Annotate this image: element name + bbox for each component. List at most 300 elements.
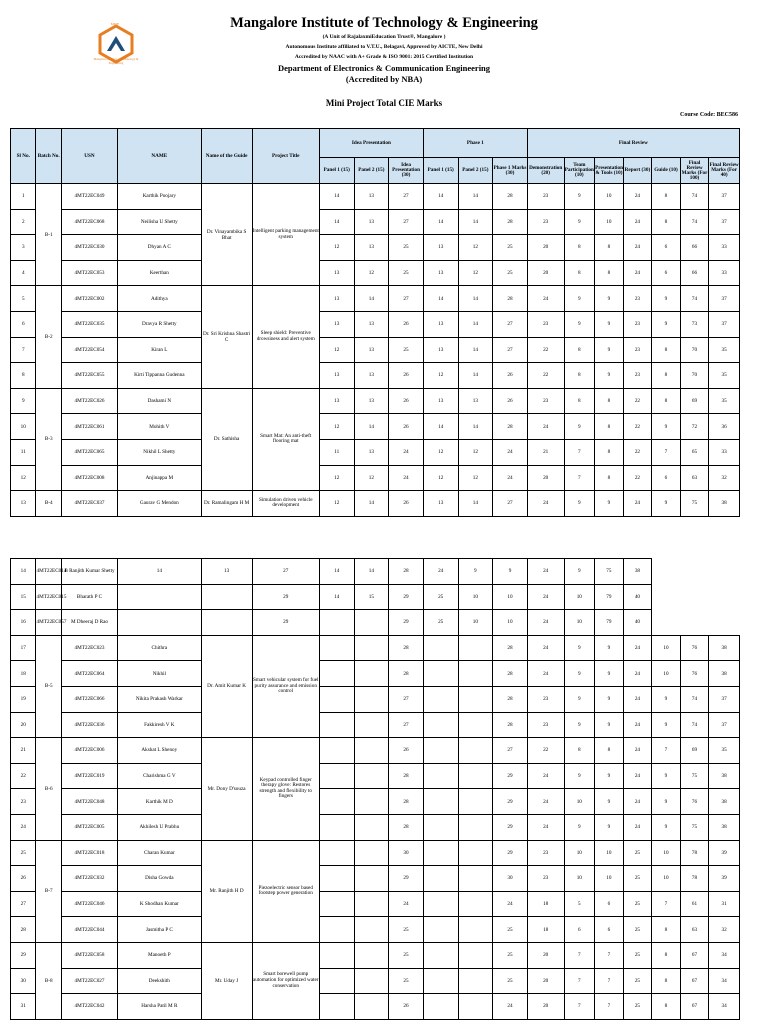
table-row (11, 439, 740, 465)
sl-no-cell: 26 (11, 866, 36, 892)
student-name-cell: Dravya R Shetty (118, 311, 202, 337)
table-row (11, 891, 740, 917)
table-row (11, 712, 740, 738)
sl-no-cell: 29 (11, 942, 36, 968)
mark-cell: 24 (527, 763, 564, 789)
usn-cell: 4MT22EC053 (61, 260, 117, 286)
mark-cell: 24 (623, 661, 652, 687)
table-row (11, 414, 740, 440)
mark-cell: 26 (493, 388, 528, 414)
student-name-cell: Disha Gowda (118, 866, 202, 892)
mark-cell: 23 (623, 337, 652, 363)
mark-cell (423, 635, 458, 661)
mark-cell: 9 (652, 414, 681, 440)
mark-cell (458, 814, 493, 840)
mark-cell: 9 (458, 559, 493, 585)
mark-cell (354, 994, 389, 1020)
mark-cell: 24 (623, 712, 652, 738)
mark-cell: 14 (458, 414, 493, 440)
mark-cell (319, 635, 354, 661)
mark-cell: 28 (389, 814, 424, 840)
mark-cell: 9 (595, 661, 624, 687)
mark-cell (319, 942, 354, 968)
mark-cell: 8 (595, 738, 624, 764)
col-header-name: NAME (118, 129, 202, 184)
sl-no-cell: 6 (11, 311, 36, 337)
mark-cell: 28 (493, 184, 528, 210)
mark-cell: 10 (595, 840, 624, 866)
mark-cell: 23 (527, 840, 564, 866)
batch-cell: B-7 (36, 840, 61, 942)
mark-cell: 5 (564, 891, 595, 917)
mark-cell: 26 (493, 363, 528, 389)
student-name-cell: Keerthan (118, 260, 202, 286)
mark-cell (423, 866, 458, 892)
mark-cell: 75 (680, 491, 709, 517)
mark-cell: 13 (319, 286, 354, 312)
mark-cell: 67 (680, 968, 709, 994)
mark-cell: 26 (389, 491, 424, 517)
guide-cell: Dr. Ramalingam H M (201, 491, 252, 517)
mark-cell: 20 (527, 968, 564, 994)
usn-cell: 4MT22EC044 (61, 917, 117, 943)
mark-cell: 38 (623, 559, 652, 585)
student-name-cell: Kiran L (118, 337, 202, 363)
mark-cell: 67 (680, 942, 709, 968)
mark-cell: 38 (709, 491, 740, 517)
student-name-cell: B Ranjith Kumar Shetty (61, 559, 117, 585)
mark-cell: 13 (319, 388, 354, 414)
project-title-cell: Keypad controlled finger therapy glove: Restores strength and flexibility to fingers (252, 738, 319, 840)
mark-cell: 7 (564, 439, 595, 465)
mark-cell: 8 (595, 235, 624, 261)
batch-cell: B-2 (36, 286, 61, 388)
project-title-cell: Simulation driven vehicle development (252, 491, 319, 517)
usn-cell: 4MT22EC030 (61, 235, 117, 261)
student-name-cell: Charan Kumar (118, 840, 202, 866)
mark-cell: 32 (709, 917, 740, 943)
mark-cell: 23 (527, 184, 564, 210)
table-row (11, 968, 740, 994)
mark-cell: 34 (709, 942, 740, 968)
mark-cell: 25 (493, 942, 528, 968)
mark-cell: 24 (527, 610, 564, 636)
mark-cell: 7 (564, 942, 595, 968)
accreditation-line: Accredited by NAAC with A+ Grade & ISO 9001: 2015 Certified Institution (294, 54, 474, 60)
mark-cell: 12 (458, 235, 493, 261)
mark-cell: 37 (709, 209, 740, 235)
sl-no-cell: 19 (11, 686, 36, 712)
sl-no-cell: 4 (11, 260, 36, 286)
mark-cell (423, 968, 458, 994)
mark-cell: 76 (680, 661, 709, 687)
mark-cell: 9 (564, 814, 595, 840)
mark-cell: 75 (680, 814, 709, 840)
usn-cell: 4MT22EC006 (61, 738, 117, 764)
guide-cell: Dr. Sathisha (201, 388, 252, 490)
mark-cell: 38 (709, 789, 740, 815)
mark-cell: 22 (623, 465, 652, 491)
mark-cell: 14 (423, 414, 458, 440)
mark-cell: 29 (389, 610, 424, 636)
col-header-demonstration: Demonstration (20) (527, 158, 564, 184)
project-title-cell: Sleep shield: Preventive drowsiness and alert system (252, 286, 319, 388)
table-row (11, 209, 740, 235)
mark-cell: 18 (527, 891, 564, 917)
project-title-cell: Smart vehicular system for fuel purity assurance and emission control (252, 635, 319, 737)
usn-cell: 4MT22EC046 (61, 891, 117, 917)
mark-cell: 23 (623, 363, 652, 389)
logo-text: MITE (110, 22, 120, 26)
mark-cell: 12 (319, 414, 354, 440)
mark-cell: 13 (423, 260, 458, 286)
mark-cell: 25 (423, 584, 458, 610)
mark-cell: 29 (493, 763, 528, 789)
mark-cell: 10 (458, 610, 493, 636)
mark-cell: 8 (595, 388, 624, 414)
mark-cell (423, 712, 458, 738)
sl-no-cell: 2 (11, 209, 36, 235)
mark-cell (458, 994, 493, 1020)
table-row (11, 337, 740, 363)
mark-cell (354, 840, 389, 866)
mark-cell: 29 (252, 610, 319, 636)
table-row (11, 814, 740, 840)
mark-cell: 24 (527, 559, 564, 585)
mark-cell: 23 (527, 311, 564, 337)
mark-cell (423, 994, 458, 1020)
table-row (11, 465, 740, 491)
mark-cell: 22 (527, 738, 564, 764)
mark-cell: 9 (564, 491, 595, 517)
mark-cell: 12 (354, 465, 389, 491)
mark-cell: 78 (680, 866, 709, 892)
sl-no-cell: 1 (11, 184, 36, 210)
usn-cell: 4MT22EC054 (61, 337, 117, 363)
mark-cell: 24 (527, 286, 564, 312)
student-name-cell: Gaurav G Mendon (118, 491, 202, 517)
mark-cell: 13 (201, 559, 252, 585)
student-name-cell: Harsha Patil M R (118, 994, 202, 1020)
mark-cell (319, 686, 354, 712)
mark-cell: 13 (354, 337, 389, 363)
mark-cell: 38 (709, 661, 740, 687)
student-name-cell: Anjinappa M (118, 465, 202, 491)
mark-cell (354, 661, 389, 687)
mark-cell: 12 (423, 363, 458, 389)
mark-cell: 28 (389, 559, 424, 585)
mark-cell: 74 (680, 712, 709, 738)
student-name-cell: Manoeth P (118, 942, 202, 968)
mark-cell: 28 (493, 661, 528, 687)
col-header-idea: Idea Presentation (319, 129, 423, 158)
mark-cell: 27 (252, 559, 319, 585)
mark-cell: 29 (493, 789, 528, 815)
mark-cell (458, 891, 493, 917)
mark-cell: 38 (709, 763, 740, 789)
sl-no-cell: 31 (11, 994, 36, 1020)
mark-cell: 65 (680, 439, 709, 465)
student-name-cell: Jasmitha P C (118, 917, 202, 943)
mark-cell: 25 (623, 840, 652, 866)
mark-cell: 9 (564, 184, 595, 210)
student-name-cell: K Shodhan Kumar (118, 891, 202, 917)
mark-cell: 24 (389, 891, 424, 917)
course-code: Course Code: BEC586 (680, 112, 738, 118)
table-row (11, 584, 740, 610)
mark-cell: 13 (354, 184, 389, 210)
mark-cell: 8 (652, 337, 681, 363)
mark-cell: 8 (564, 363, 595, 389)
student-name-cell: Neilisha U Shetty (118, 209, 202, 235)
mark-cell: 14 (319, 209, 354, 235)
mark-cell: 9 (595, 635, 624, 661)
mark-cell: 24 (493, 465, 528, 491)
mark-cell: 9 (652, 686, 681, 712)
mark-cell (354, 712, 389, 738)
mark-cell (458, 866, 493, 892)
mark-cell: 11 (319, 439, 354, 465)
mark-cell: 14 (458, 363, 493, 389)
mark-cell (423, 763, 458, 789)
sl-no-cell: 8 (11, 363, 36, 389)
mark-cell: 13 (319, 363, 354, 389)
mark-cell (354, 891, 389, 917)
mark-cell: 14 (354, 286, 389, 312)
mark-cell: 9 (564, 209, 595, 235)
mark-cell (118, 610, 202, 636)
mark-cell (458, 661, 493, 687)
mark-cell: 9 (564, 559, 595, 585)
col-header-phase1-panel2: Panel 2 (15) (458, 158, 493, 184)
mark-cell (319, 840, 354, 866)
mark-cell: 25 (623, 942, 652, 968)
mark-cell: 23 (527, 712, 564, 738)
student-name-cell: Fakkiresh V K (118, 712, 202, 738)
mark-cell: 24 (623, 686, 652, 712)
col-header-sl: Sl No. (11, 129, 36, 184)
student-name-cell: Chithra (118, 635, 202, 661)
mark-cell (354, 789, 389, 815)
mark-cell: 9 (564, 661, 595, 687)
mark-cell: 27 (389, 286, 424, 312)
mark-cell: 27 (389, 712, 424, 738)
mark-cell: 9 (564, 414, 595, 440)
table-row (11, 866, 740, 892)
mark-cell (201, 610, 252, 636)
mark-cell: 7 (652, 439, 681, 465)
mark-cell: 12 (354, 260, 389, 286)
mark-cell: 12 (319, 337, 354, 363)
mark-cell: 28 (493, 286, 528, 312)
batch-cell: B-8 (36, 942, 61, 1019)
mark-cell: 8 (652, 968, 681, 994)
mark-cell: 14 (423, 209, 458, 235)
mark-cell: 10 (564, 840, 595, 866)
mark-cell: 79 (595, 610, 624, 636)
mark-cell: 12 (319, 465, 354, 491)
sl-no-cell: 22 (11, 763, 36, 789)
mark-cell: 12 (423, 465, 458, 491)
mark-cell: 14 (118, 559, 202, 585)
mark-cell: 9 (564, 635, 595, 661)
mark-cell (319, 968, 354, 994)
mark-cell (201, 584, 252, 610)
mark-cell: 13 (423, 311, 458, 337)
mark-cell: 33 (709, 260, 740, 286)
mark-cell: 28 (389, 661, 424, 687)
col-header-title: Project Title (252, 129, 319, 184)
mark-cell (319, 814, 354, 840)
mark-cell: 10 (458, 584, 493, 610)
mark-cell: 22 (527, 337, 564, 363)
usn-cell: 4MT22EC014 (36, 559, 61, 585)
mark-cell (423, 738, 458, 764)
mark-cell (458, 789, 493, 815)
sl-no-cell: 5 (11, 286, 36, 312)
mark-cell: 26 (389, 388, 424, 414)
sl-no-cell: 14 (11, 559, 36, 585)
mark-cell: 24 (623, 491, 652, 517)
mark-cell: 8 (595, 465, 624, 491)
mark-cell: 10 (493, 584, 528, 610)
mark-cell: 70 (680, 363, 709, 389)
mark-cell (423, 814, 458, 840)
batch-cell: B-6 (36, 738, 61, 840)
mark-cell: 8 (564, 337, 595, 363)
sl-no-cell: 25 (11, 840, 36, 866)
mark-cell: 8 (652, 363, 681, 389)
mark-cell (458, 686, 493, 712)
usn-cell: 4MT22EC061 (61, 414, 117, 440)
guide-cell: Mr. Ranjith H D (201, 840, 252, 942)
mark-cell: 8 (564, 235, 595, 261)
mark-cell: 14 (458, 337, 493, 363)
mark-cell: 6 (595, 891, 624, 917)
mark-cell: 22 (623, 388, 652, 414)
mark-cell: 24 (389, 465, 424, 491)
mark-cell: 24 (527, 491, 564, 517)
mark-cell: 14 (354, 491, 389, 517)
sl-no-cell: 15 (11, 584, 36, 610)
mark-cell (354, 686, 389, 712)
mark-cell: 34 (709, 968, 740, 994)
mark-cell: 8 (564, 260, 595, 286)
mark-cell: 74 (680, 286, 709, 312)
mark-cell: 26 (389, 994, 424, 1020)
table-row (11, 260, 740, 286)
table-row (11, 286, 740, 312)
mark-cell: 14 (354, 414, 389, 440)
usn-cell: 4MT22EC005 (61, 814, 117, 840)
usn-cell: 4MT22EC068 (61, 209, 117, 235)
mark-cell: 9 (564, 286, 595, 312)
col-header-usn: USN (61, 129, 117, 184)
mark-cell: 20 (527, 235, 564, 261)
mark-cell: 7 (564, 968, 595, 994)
mark-cell: 6 (564, 917, 595, 943)
mark-cell: 9 (595, 286, 624, 312)
mark-cell: 10 (564, 584, 595, 610)
mark-cell: 28 (389, 635, 424, 661)
mark-cell: 25 (493, 235, 528, 261)
mark-cell: 32 (709, 465, 740, 491)
mark-cell: 74 (680, 209, 709, 235)
mark-cell: 24 (389, 439, 424, 465)
mark-cell: 18 (527, 917, 564, 943)
mark-cell: 24 (623, 260, 652, 286)
project-title-cell: Intelligent parking management system (252, 184, 319, 286)
mark-cell: 12 (458, 260, 493, 286)
mark-cell: 14 (319, 559, 354, 585)
logo-caption: Mangalore Institute of Technology & Engineering (93, 57, 139, 65)
mark-cell: 14 (458, 184, 493, 210)
sl-no-cell: 28 (11, 917, 36, 943)
mark-cell: 9 (564, 712, 595, 738)
sl-no-cell: 30 (11, 968, 36, 994)
mark-cell: 10 (564, 610, 595, 636)
mark-cell (319, 763, 354, 789)
mark-cell: 7 (595, 942, 624, 968)
mark-cell: 69 (680, 738, 709, 764)
col-header-guide10: Guide (10) (652, 158, 681, 184)
usn-cell: 4MT22EC055 (61, 363, 117, 389)
mark-cell: 9 (652, 491, 681, 517)
col-header-final: Final Review (527, 129, 739, 158)
guide-cell: Mr. Uday J (201, 942, 252, 1019)
mark-cell: 28 (389, 763, 424, 789)
mark-cell: 27 (493, 491, 528, 517)
mark-cell: 23 (527, 209, 564, 235)
mark-cell (458, 942, 493, 968)
sl-no-cell: 17 (11, 635, 36, 661)
project-title-cell: Smart borewell pump automation for optimized water conservation (252, 942, 319, 1019)
sl-no-cell: 20 (11, 712, 36, 738)
mark-cell: 13 (354, 363, 389, 389)
col-header-idea-panel1: Panel 1 (15) (319, 158, 354, 184)
table-row (11, 661, 740, 687)
mark-cell (458, 840, 493, 866)
mark-cell (319, 712, 354, 738)
mark-cell (423, 942, 458, 968)
mark-cell: 28 (493, 635, 528, 661)
mark-cell: 8 (652, 184, 681, 210)
col-header-phase1: Phase 1 (423, 129, 527, 158)
mark-cell: 20 (527, 994, 564, 1020)
mark-cell: 37 (709, 311, 740, 337)
mark-cell (354, 814, 389, 840)
mark-cell: 24 (623, 209, 652, 235)
mark-cell: 38 (709, 635, 740, 661)
mark-cell: 14 (423, 286, 458, 312)
mark-cell: 24 (493, 439, 528, 465)
student-name-cell: Akhilesh U Prabhu (118, 814, 202, 840)
mark-cell: 23 (527, 686, 564, 712)
mark-cell: 14 (458, 209, 493, 235)
table-row (11, 686, 740, 712)
mark-cell: 23 (623, 311, 652, 337)
mark-cell: 76 (680, 789, 709, 815)
mark-cell: 74 (680, 184, 709, 210)
mark-cell: 75 (680, 763, 709, 789)
mark-cell: 24 (623, 814, 652, 840)
mark-cell: 25 (389, 968, 424, 994)
mark-cell: 34 (709, 994, 740, 1020)
student-name-cell: Karthik M D (118, 789, 202, 815)
mark-cell: 9 (595, 814, 624, 840)
mark-cell: 13 (354, 209, 389, 235)
mark-cell: 22 (623, 414, 652, 440)
